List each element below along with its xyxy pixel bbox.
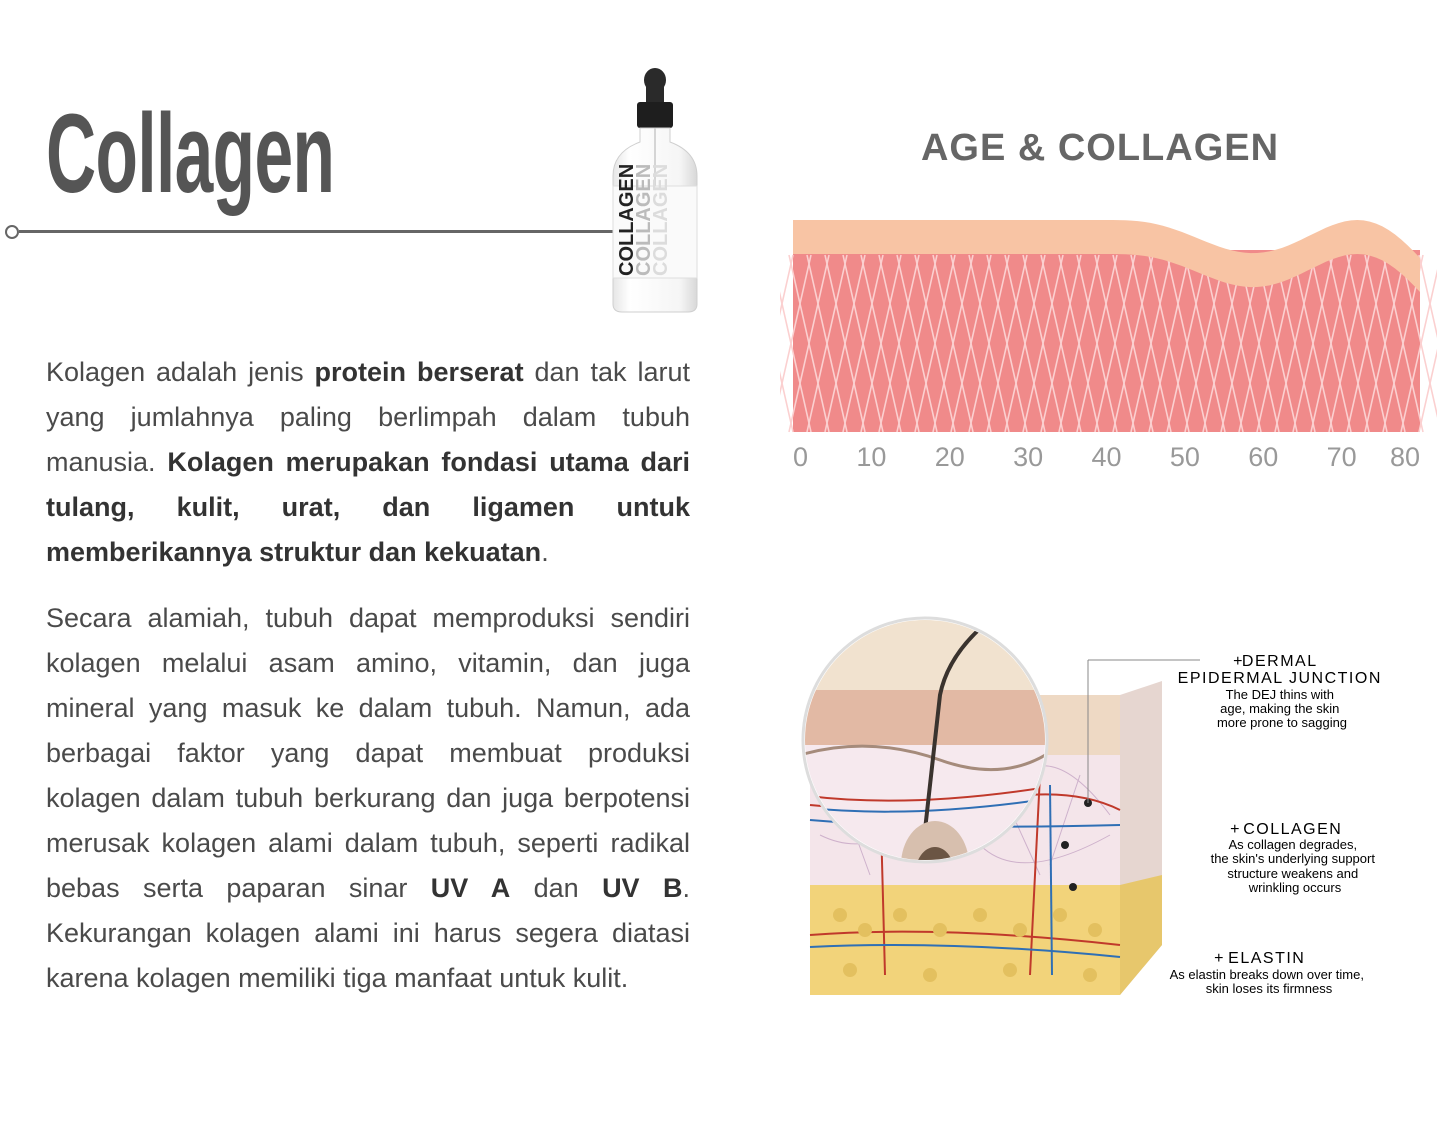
callout-elastin-line: As elastin breaks down over time,: [1169, 967, 1364, 982]
callout-dej-title: DERMAL: [1241, 653, 1318, 670]
callout-collagen-title: COLLAGEN: [1243, 821, 1343, 838]
bottle-label-echo-2: COLLAGEN: [650, 163, 672, 276]
x-tick-label: 10: [856, 442, 887, 472]
x-tick-label: 80: [1389, 442, 1420, 472]
plus-icon: +: [1233, 653, 1243, 670]
page-title: Collagen: [46, 91, 335, 216]
callout-dej-title2: EPIDERMAL JUNCTION: [1177, 670, 1382, 687]
callout-collagen: [1211, 821, 1380, 895]
callout-collagen-line: the skin's underlying support: [1210, 851, 1375, 866]
rule-dot: [5, 225, 19, 239]
x-tick-label: 50: [1169, 442, 1200, 472]
callout-collagen-line: wrinkling occurs: [1248, 880, 1342, 895]
detail-text-3: . Kekurangan kolagen alami ini harus segera diatasi karena kolagen memiliki tiga manfaat untuk kulit.: [46, 873, 690, 993]
callout-elastin-line: skin loses its firmness: [1205, 981, 1333, 996]
callout-collagen-line: structure weakens and: [1227, 866, 1359, 881]
dermis-area: [793, 250, 1420, 432]
callout-elastin: [1170, 950, 1369, 996]
skin-layers-diagram: [790, 585, 1437, 1015]
plus-icon: +: [1230, 821, 1240, 838]
x-tick-label: 60: [1248, 442, 1279, 472]
detail-text-2: dan: [510, 873, 603, 903]
intro-paragraph: [46, 350, 690, 575]
detail-bold-1: UV A: [430, 873, 511, 903]
bottle-label: COLLAGEN: [616, 163, 638, 276]
chart-title: AGE & COLLAGEN: [920, 127, 1280, 169]
title-rule: [19, 230, 615, 233]
detail-bold-2: UV B: [602, 873, 683, 903]
callout-collagen-line: As collagen degrades,: [1228, 837, 1358, 852]
bottle-label-echo-1: COLLAGEN: [633, 163, 655, 276]
x-tick-label: 20: [934, 442, 965, 472]
detail-paragraph: [46, 596, 690, 1001]
x-tick-label: 40: [1091, 442, 1122, 472]
x-tick-label: 30: [1013, 442, 1044, 472]
callout-dej-line: The DEJ thins with: [1225, 687, 1334, 702]
age-collagen-chart: [780, 200, 1437, 500]
intro-text-3: .: [541, 537, 549, 567]
callout-dej-line: age, making the skin: [1220, 701, 1340, 716]
intro-text-1: Kolagen adalah jenis: [46, 357, 315, 387]
intro-bold-1: protein berserat: [314, 357, 524, 387]
x-tick-label: 70: [1326, 442, 1357, 472]
plus-icon: +: [1214, 950, 1224, 967]
serum-bottle-image: [600, 64, 710, 316]
intro-bold-2: Kolagen merupakan fondasi utama dari tulang, kulit, urat, dan ligamen untuk memberikannya struktur dan kekuatan: [46, 447, 690, 567]
intro-text-2: dan tak larut yang jumlahnya paling berlimpah dalam tubuh manusia.: [46, 357, 691, 477]
detail-text-1: Secara alamiah, tubuh dapat memproduksi sendiri kolagen melalui asam amino, vitamin, dan juga mineral yang masuk ke dalam tubuh. Namun, ada berbagai faktor yang dapat membuat produksi kolagen dalam tubuh berkurang dan juga berpotensi merusak kolagen alami dalam tubuh, seperti radikal bebas serta paparan sinar: [46, 603, 690, 903]
callout-dej-line: more prone to sagging: [1216, 715, 1348, 730]
callout-elastin-title: ELASTIN: [1228, 950, 1306, 967]
callout-dej: [1178, 653, 1387, 730]
x-tick-label: 0: [793, 442, 809, 472]
